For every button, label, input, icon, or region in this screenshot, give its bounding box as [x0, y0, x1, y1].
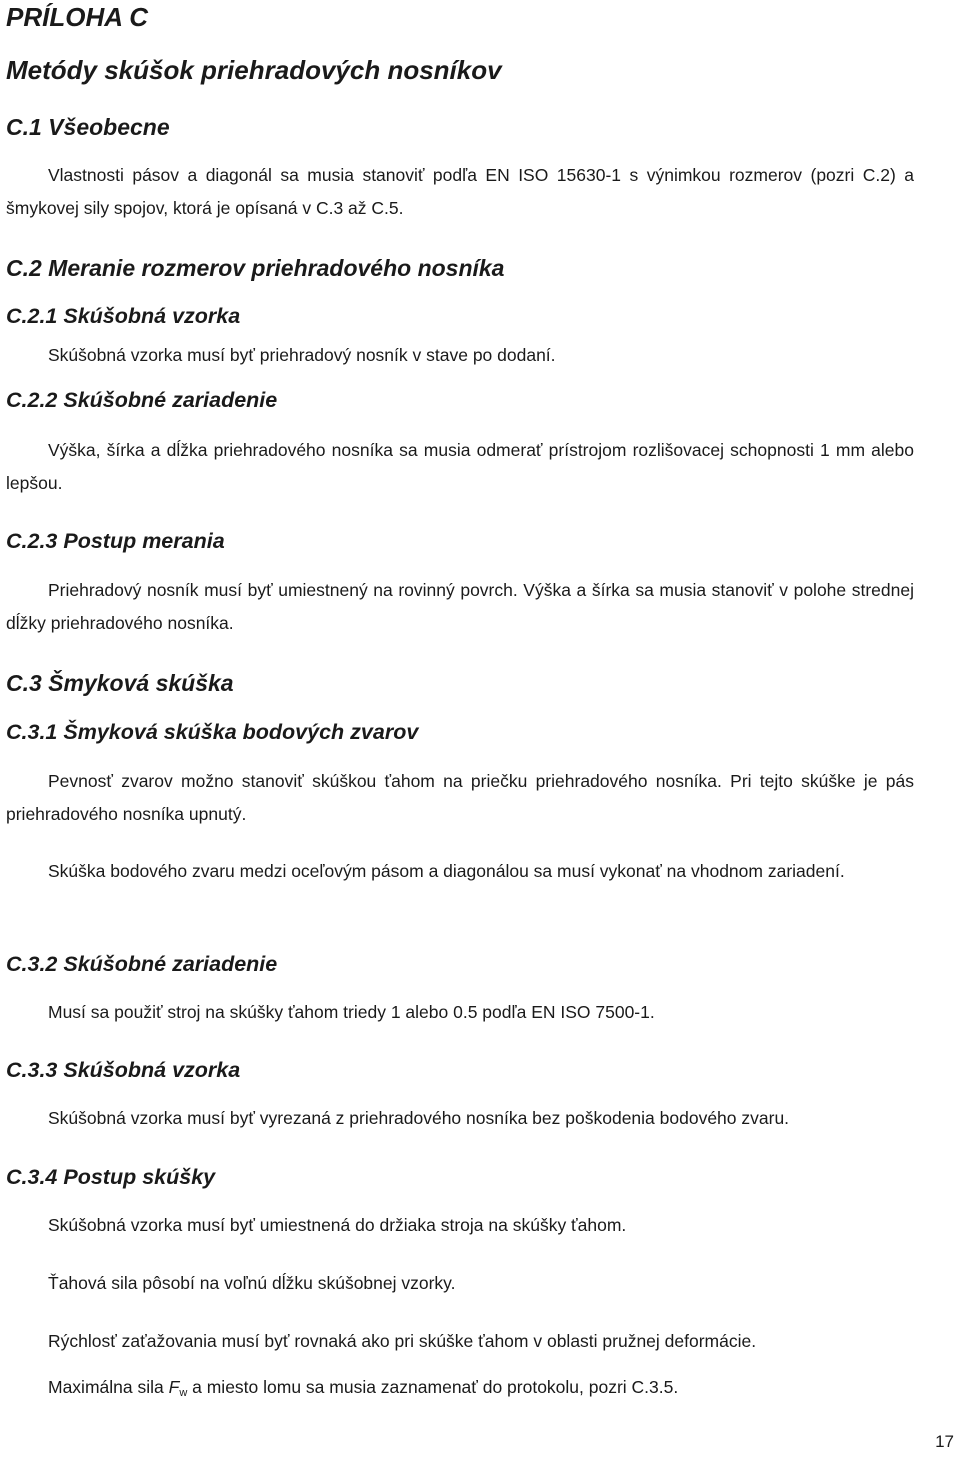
force-subscript: w [179, 1387, 188, 1399]
section-text-c21: Skúšobná vzorka musí byť priehradový nosník v stave po dodaní. [48, 345, 556, 365]
section-text-c31-a: Pevnosť zvarov možno stanoviť skúškou ťahom na priečku priehradového nosníka. Pri tejto skúške je pás priehradového nosníka upnutý. [6, 771, 914, 824]
section-heading-c32: C.3.2 Skúšobné zariadenie [6, 952, 278, 976]
section-text-c34-line3: Rýchlosť zaťažovania musí byť rovnaká ako pri skúške ťahom v oblasti pružnej deformácie. [48, 1331, 757, 1351]
annex-label: PRÍLOHA C [6, 2, 149, 32]
section-text-c34-line2: Ťahová sila pôsobí na voľnú dĺžku skúšobnej vzorky. [48, 1273, 456, 1293]
line4-text-after: a miesto lomu sa musia zaznamenať do protokolu, pozri C.3.5. [187, 1377, 679, 1397]
annex-title: Metódy skúšok priehradových nosníkov [6, 55, 502, 85]
section-text-c34-line1: Skúšobná vzorka musí byť umiestnená do držiaka stroja na skúšky ťahom. [48, 1215, 627, 1235]
section-text-c1: Vlastnosti pásov a diagonál sa musia stanoviť podľa EN ISO 15630-1 s výnimkou rozmerov (pozri C.2) a šmykovej sily spojov, ktorá je opísaná v C.3 až C.5. [6, 165, 914, 218]
line4-text-before: Maximálna sila [48, 1377, 169, 1397]
section-text-c34-line4 [48, 1377, 678, 1399]
section-heading-c3: C.3 Šmyková skúška [6, 670, 234, 696]
section-heading-c34: C.3.4 Postup skúšky [6, 1165, 216, 1189]
force-symbol: F [168, 1377, 180, 1397]
section-heading-c1: C.1 Všeobecne [6, 114, 170, 140]
section-heading-c33: C.3.3 Skúšobná vzorka [6, 1058, 241, 1082]
section-heading-c21: C.2.1 Skúšobná vzorka [6, 304, 241, 328]
section-text-c22: Výška, šírka a dĺžka priehradového nosníka sa musia odmerať prístrojom rozlišovacej schopnosti 1 mm alebo lepšou. [6, 440, 914, 493]
section-text-c32: Musí sa použiť stroj na skúšky ťahom triedy 1 alebo 0.5 podľa EN ISO 7500-1. [48, 1002, 655, 1022]
section-heading-c22: C.2.2 Skúšobné zariadenie [6, 388, 278, 412]
section-heading-c31: C.3.1 Šmyková skúška bodových zvarov [6, 720, 419, 744]
section-text-c31-b: Skúška bodového zvaru medzi oceľovým pásom a diagonálou sa musí vykonať na vhodnom zariadení. [48, 861, 845, 881]
section-text-c33: Skúšobná vzorka musí byť vyrezaná z priehradového nosníka bez poškodenia bodového zvaru. [48, 1108, 790, 1128]
section-text-c23: Priehradový nosník musí byť umiestnený na rovinný povrch. Výška a šírka sa musia stanoviť v polohe strednej dĺžky priehradového nosníka. [6, 580, 914, 633]
section-heading-c2: C.2 Meranie rozmerov priehradového nosníka [6, 255, 505, 281]
section-heading-c23: C.2.3 Postup merania [6, 529, 225, 553]
page-number: 17 [935, 1432, 954, 1451]
